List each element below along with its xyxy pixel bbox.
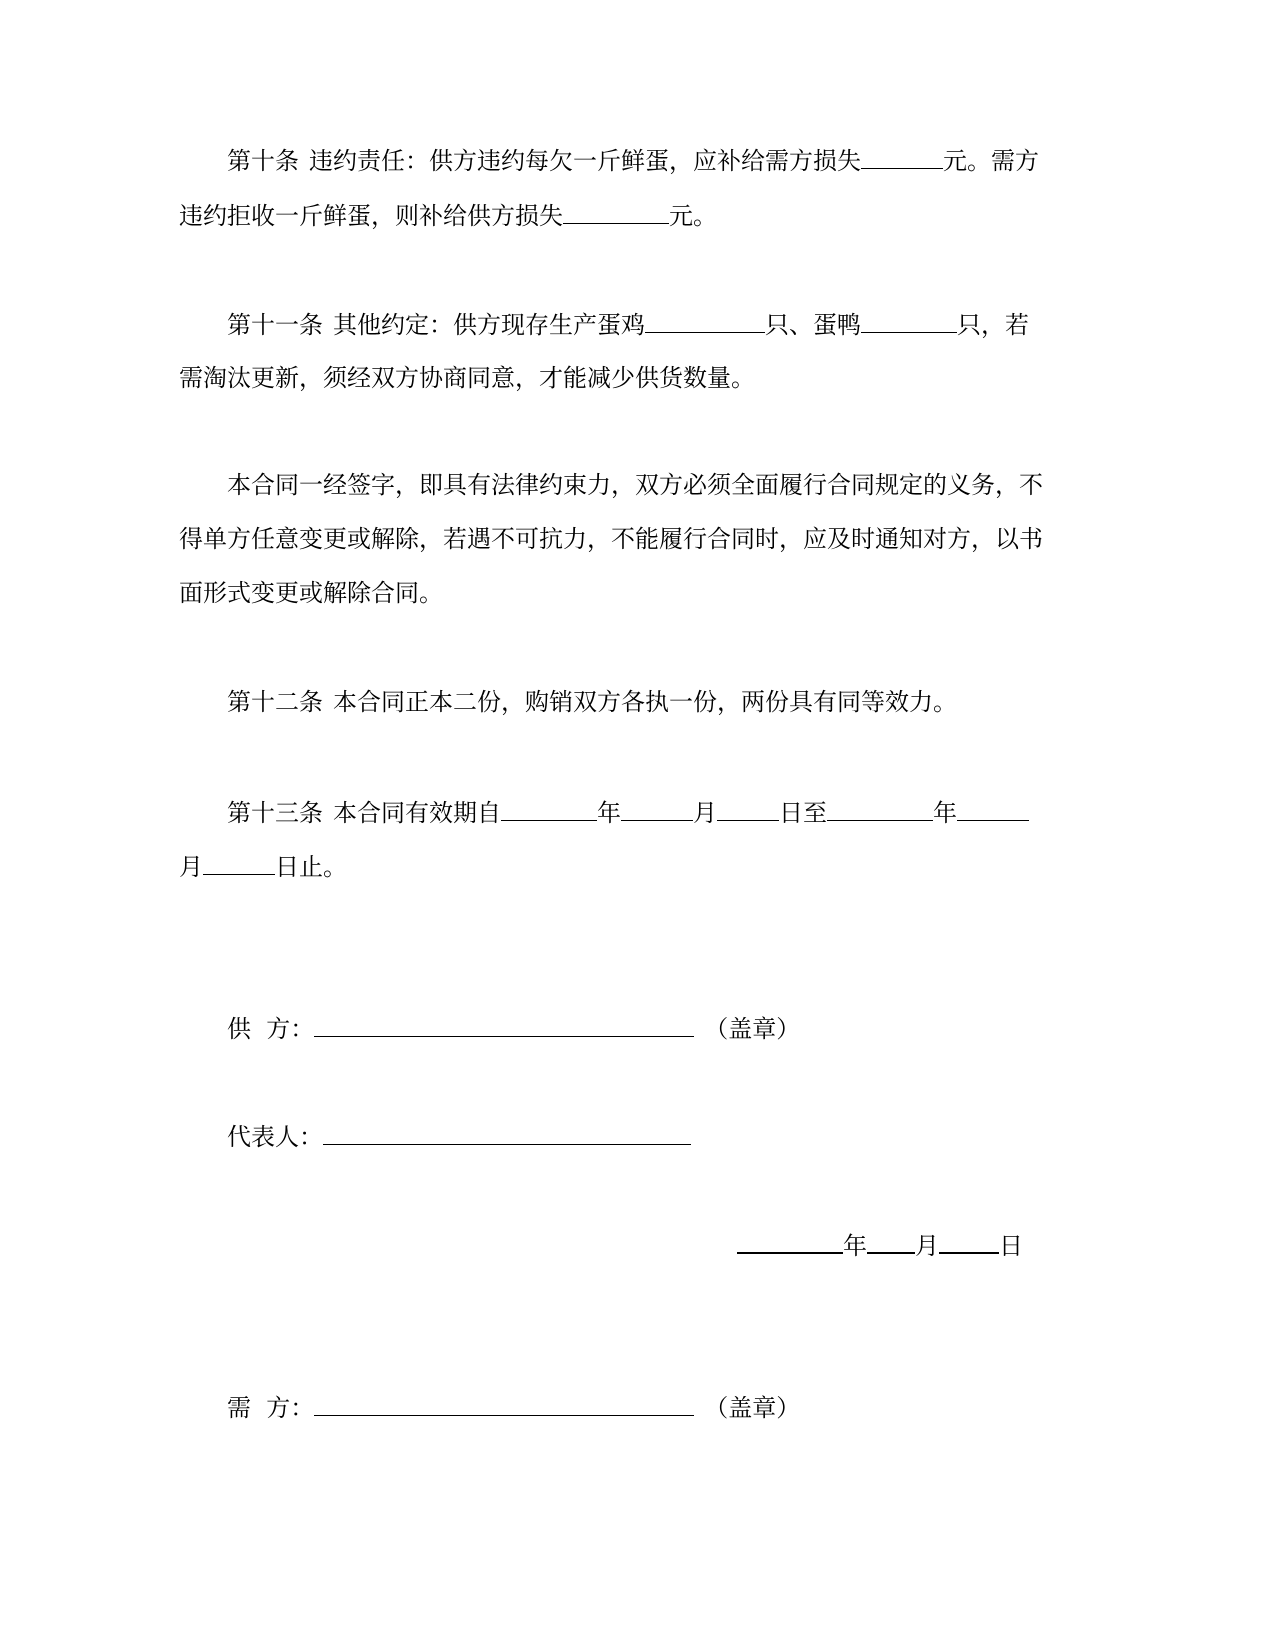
article11-text-1: 其他约定：供方现存生产蛋鸡: [333, 311, 645, 339]
binding-text-3: 面形式变更或解除合同。: [179, 579, 443, 607]
binding-text-1: 本合同一经签字，即具有法律约束力，双方必须全面履行合同规定的义务，不: [227, 471, 1043, 499]
article10-line1: [227, 144, 1039, 174]
article13-month-2: 月: [179, 853, 203, 881]
article11-text-4: 需淘汰更新，须经双方协商同意，才能减少供货数量。: [179, 364, 755, 392]
article11-text-2: 只、蛋鸭: [765, 311, 861, 339]
signing-year-blank[interactable]: [737, 1228, 843, 1254]
binding-text-2: 得单方任意变更或解除，若遇不可抗力，不能履行合同时，应及时通知对方，以书: [179, 525, 1043, 553]
end-year-blank[interactable]: [827, 796, 933, 821]
supplier-seal: （盖章）: [704, 1015, 801, 1043]
article10-line2: [179, 199, 717, 229]
start-day-blank[interactable]: [717, 796, 779, 821]
article13-year-2: 年: [933, 799, 957, 827]
article12-line: [227, 687, 957, 717]
supplier-name-blank[interactable]: [314, 1012, 694, 1037]
article10-text-4: 元。: [669, 202, 717, 230]
article13-day-to: 日至: [779, 799, 827, 827]
article10-text-2: 元。需方: [943, 147, 1039, 175]
article13-line1: [227, 796, 1029, 826]
binding-line2: [179, 524, 1043, 554]
representative-label: 代表人：: [227, 1123, 323, 1151]
buyer-label: 需 方：: [227, 1394, 315, 1422]
buyer-name-blank[interactable]: [314, 1391, 694, 1416]
article12-text: 本合同正本二份，购销双方各执一份，两份具有同等效力。: [333, 688, 957, 716]
signing-day-blank[interactable]: [939, 1228, 999, 1254]
article11-line1: [227, 308, 1029, 338]
penalty-buyer-blank[interactable]: [563, 199, 669, 224]
binding-line3: [179, 578, 443, 608]
binding-line1: [227, 470, 1043, 500]
end-month-blank-a[interactable]: [957, 796, 1029, 821]
article11-line2: [179, 363, 755, 393]
article13-year-1: 年: [597, 799, 621, 827]
article10-text-3: 违约拒收一斤鲜蛋，则补给供方损失: [179, 202, 563, 230]
hen-count-blank[interactable]: [645, 308, 765, 333]
representative-line: [227, 1120, 691, 1150]
article13-month-1: 月: [693, 799, 717, 827]
signing-day-label: 日: [999, 1232, 1023, 1260]
supplier-label: 供 方：: [227, 1015, 315, 1043]
signing-month-label: 月: [915, 1232, 939, 1260]
representative-name-blank[interactable]: [323, 1120, 691, 1145]
article12-label: 第十二条: [227, 688, 323, 716]
article13-end: 日止。: [275, 853, 347, 881]
signing-month-blank[interactable]: [867, 1228, 915, 1254]
supplier-line: [227, 1012, 800, 1042]
buyer-seal: （盖章）: [704, 1394, 801, 1422]
buyer-line: [227, 1391, 800, 1421]
article10-text-1: 违约责任：供方违约每欠一斤鲜蛋，应补给需方损失: [309, 147, 861, 175]
article10-label: 第十条: [227, 147, 299, 175]
signing-date-line: [737, 1228, 1023, 1258]
article13-text-1: 本合同有效期自: [333, 799, 501, 827]
penalty-supplier-blank[interactable]: [861, 144, 943, 169]
start-year-blank[interactable]: [501, 796, 597, 821]
article13-label: 第十三条: [227, 799, 323, 827]
article11-label: 第十一条: [227, 311, 323, 339]
article13-line2: [179, 850, 347, 880]
end-day-blank[interactable]: [203, 850, 275, 875]
start-month-blank[interactable]: [621, 796, 693, 821]
duck-count-blank[interactable]: [861, 308, 957, 333]
signing-year-label: 年: [843, 1232, 867, 1260]
article11-text-3: 只，若: [957, 311, 1029, 339]
